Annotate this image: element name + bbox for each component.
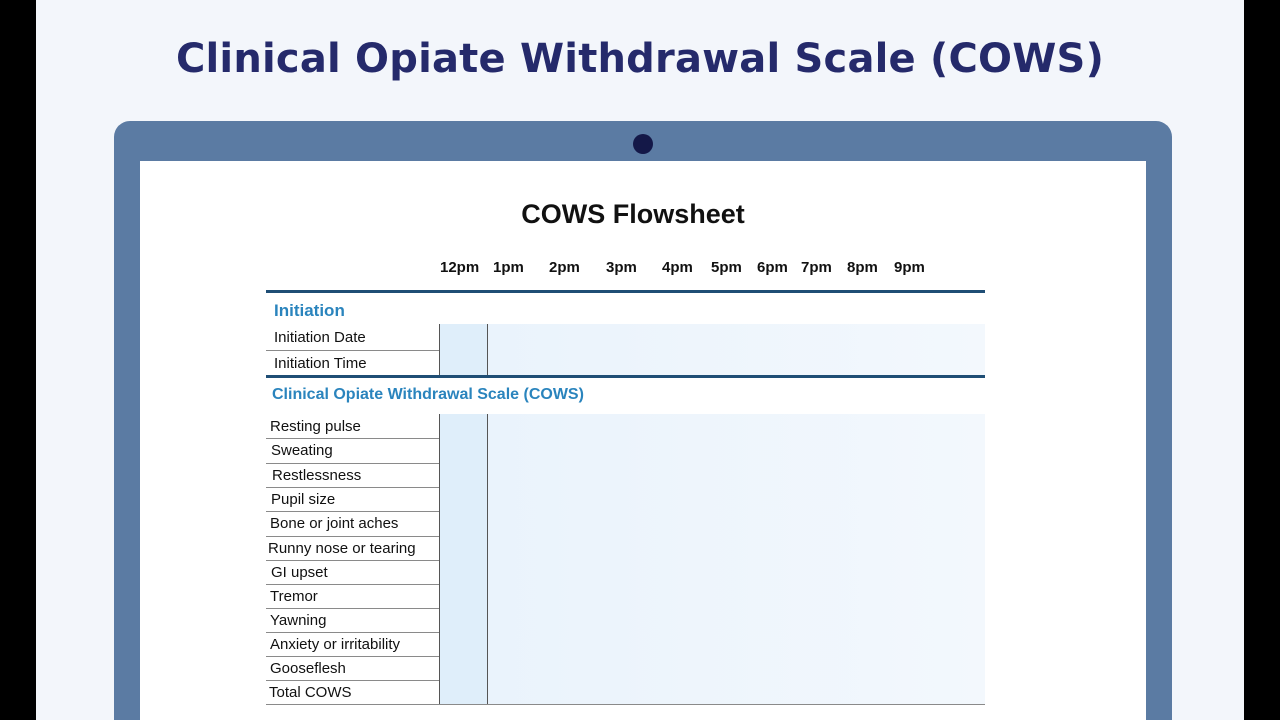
entry-cell-12pm[interactable] — [440, 414, 488, 438]
entry-cell-12pm[interactable] — [440, 632, 488, 656]
flowsheet-row-bone-or-joint-aches — [266, 511, 985, 537]
flowsheet-row-yawning — [266, 608, 985, 633]
flowsheet-row-anxiety-or-irritability — [266, 632, 985, 657]
flowsheet-row-tremor — [266, 584, 985, 609]
time-header-3pm: 3pm — [606, 259, 637, 276]
flowsheet-row-initiation-date — [266, 324, 985, 351]
entry-cell-remaining[interactable] — [488, 536, 985, 560]
entry-cell-remaining[interactable] — [488, 680, 985, 704]
row-label: Runny nose or tearing — [266, 536, 440, 560]
entry-cell-remaining[interactable] — [488, 324, 985, 350]
time-header-9pm: 9pm — [894, 259, 925, 276]
entry-cell-remaining[interactable] — [488, 608, 985, 632]
time-header-6pm: 6pm — [757, 259, 788, 276]
flowsheet-row-sweating — [266, 438, 985, 464]
webcam-icon — [633, 134, 653, 154]
time-header-4pm: 4pm — [662, 259, 693, 276]
entry-cell-remaining[interactable] — [488, 414, 985, 438]
row-label: Total COWS — [266, 680, 440, 704]
entry-cell-12pm[interactable] — [440, 608, 488, 632]
row-label: Restlessness — [266, 463, 440, 487]
row-label: Anxiety or irritability — [266, 632, 440, 656]
laptop-frame — [114, 121, 1172, 720]
entry-cell-12pm[interactable] — [440, 511, 488, 536]
entry-cell-remaining[interactable] — [488, 487, 985, 511]
slide — [36, 0, 1244, 720]
flowsheet-row-total-cows — [266, 680, 985, 705]
row-label: Yawning — [266, 608, 440, 632]
row-label: GI upset — [266, 560, 440, 584]
flowsheet-row-restlessness — [266, 463, 985, 488]
cows-top-rule — [266, 375, 985, 378]
initiation-heading: Initiation — [274, 301, 345, 320]
entry-cell-remaining[interactable] — [488, 350, 985, 376]
entry-cell-12pm[interactable] — [440, 680, 488, 704]
flowsheet-row-initiation-time — [266, 350, 985, 377]
entry-cell-12pm[interactable] — [440, 584, 488, 608]
row-label: Pupil size — [266, 487, 440, 511]
entry-cell-12pm[interactable] — [440, 350, 488, 376]
cows-heading: Clinical Opiate Withdrawal Scale (COWS) — [272, 386, 584, 403]
flowsheet-row-gooseflesh — [266, 656, 985, 681]
row-label: Initiation Date — [266, 324, 440, 350]
flowsheet-row-runny-nose-or-tearing — [266, 536, 985, 561]
entry-cell-remaining[interactable] — [488, 438, 985, 463]
entry-cell-12pm[interactable] — [440, 324, 488, 350]
entry-cell-remaining[interactable] — [488, 632, 985, 656]
entry-cell-12pm[interactable] — [440, 463, 488, 487]
flowsheet-row-resting-pulse — [266, 414, 985, 439]
time-header-1pm: 1pm — [493, 259, 524, 276]
row-label: Tremor — [266, 584, 440, 608]
entry-cell-12pm[interactable] — [440, 438, 488, 463]
laptop-screen — [140, 161, 1146, 720]
row-label: Gooseflesh — [266, 656, 440, 680]
entry-cell-remaining[interactable] — [488, 656, 985, 680]
time-header-2pm: 2pm — [549, 259, 580, 276]
flowsheet-title: COWS Flowsheet — [521, 199, 745, 229]
page-title: Clinical Opiate Withdrawal Scale (COWS) — [175, 36, 1105, 82]
entry-cell-12pm[interactable] — [440, 656, 488, 680]
initiation-top-rule — [266, 290, 985, 293]
entry-cell-12pm[interactable] — [440, 560, 488, 584]
entry-cell-12pm[interactable] — [440, 536, 488, 560]
row-label: Resting pulse — [266, 414, 440, 438]
time-header-12pm: 12pm — [440, 259, 480, 276]
entry-cell-12pm[interactable] — [440, 487, 488, 511]
flowsheet-row-gi-upset — [266, 560, 985, 585]
entry-cell-remaining[interactable] — [488, 560, 985, 584]
row-label: Bone or joint aches — [266, 511, 440, 536]
entry-cell-remaining[interactable] — [488, 463, 985, 487]
time-header-8pm: 8pm — [847, 259, 878, 276]
row-label: Sweating — [266, 438, 440, 463]
flowsheet-row-pupil-size — [266, 487, 985, 512]
entry-cell-remaining[interactable] — [488, 584, 985, 608]
time-header-7pm: 7pm — [801, 259, 832, 276]
row-label: Initiation Time — [266, 350, 440, 376]
entry-cell-remaining[interactable] — [488, 511, 985, 536]
time-header-5pm: 5pm — [711, 259, 742, 276]
